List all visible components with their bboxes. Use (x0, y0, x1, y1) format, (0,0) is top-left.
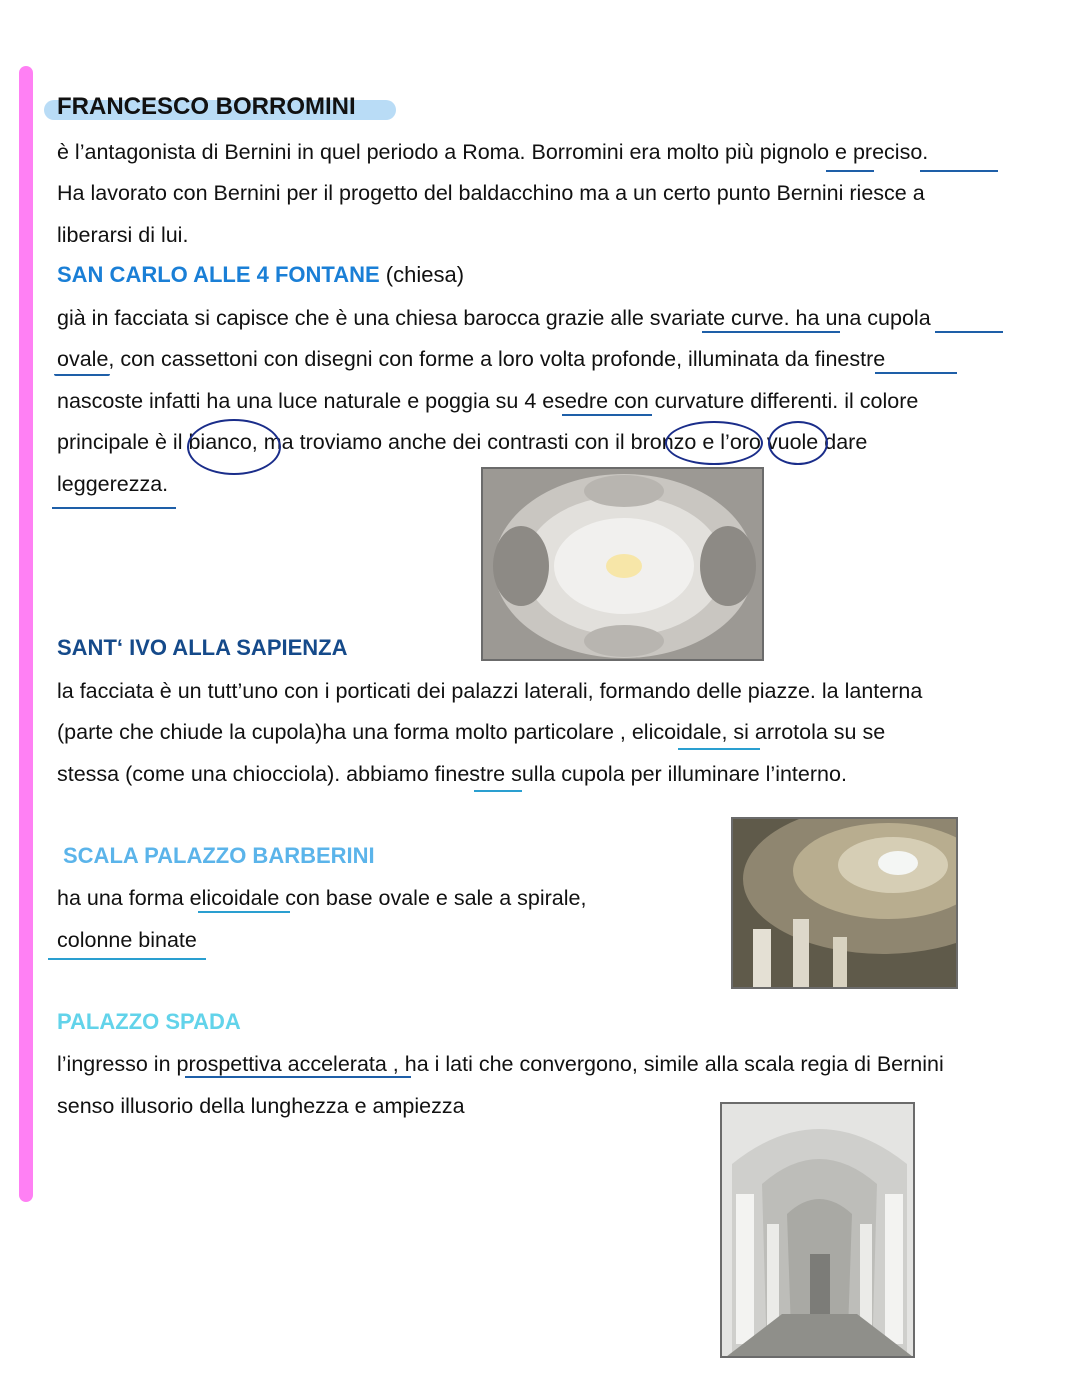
spada-line-2: senso illusorio della lunghezza e ampiezza (57, 1094, 465, 1118)
circle-bronzo (665, 421, 763, 465)
san-carlo-line-5: leggerezza. (57, 472, 169, 496)
underline-finestre-2 (474, 790, 522, 792)
intro-line-3: liberarsi di lui. (57, 223, 189, 247)
san-carlo-line-3: nascoste infatti ha una luce naturale e poggia su 4 esedre con curvature differenti. il colore (57, 389, 919, 413)
san-carlo-line-1: già in facciata si capisce che è una chiesa barocca grazie alle svariate curve. ha una cupola (57, 306, 931, 330)
dome-photo (481, 467, 764, 661)
colonnade-photo (720, 1102, 915, 1358)
san-carlo-line-2: ovale, con cassettoni con disegni con forme a loro volta profonde, illuminata da finestre (57, 347, 886, 371)
underline-elicoidale-1 (678, 748, 760, 750)
underline-preciso (920, 170, 998, 172)
stair-illustration (733, 819, 958, 989)
margin-bar (19, 66, 33, 1202)
dome-illustration (483, 469, 764, 661)
san-carlo-line-4: principale è il bianco, ma troviamo anche dei contrasti con il bronzo e l’oro vuole dare (57, 430, 868, 454)
barberini-line-1: ha una forma elicoidale con base ovale e sale a spirale, (57, 886, 587, 910)
sant-ivo-line-3: stessa (come una chiocciola). abbiamo finestre sulla cupola per illuminare l’interno. (57, 762, 847, 786)
barberini-line-2: colonne binate (57, 928, 197, 952)
intro-line-2: Ha lavorato con Bernini per il progetto del baldacchino ma a un certo punto Bernini riesce a (57, 181, 925, 205)
colonnade-illustration (722, 1104, 915, 1358)
underline-ovale (54, 374, 110, 376)
underline-prospettiva-accelerata (185, 1076, 411, 1078)
underline-4-esedre (562, 414, 652, 416)
spiral-stair-photo (731, 817, 958, 989)
underline-cupola (935, 331, 1003, 333)
heading-san-carlo (57, 262, 464, 288)
page-title: FRANCESCO BORROMINI (57, 93, 356, 120)
underline-pignolo (826, 170, 874, 172)
underline-leggerezza (52, 507, 176, 509)
underline-finestre (875, 372, 957, 374)
heading-sant-ivo: SANT‘ IVO ALLA SAPIENZA (57, 635, 348, 660)
spada-line-1: l’ingresso in prospettiva accelerata , ha i lati che convergono, simile alla scala regia di Bernini (57, 1052, 944, 1076)
circle-bianco (187, 419, 281, 475)
underline-colonne-binate (48, 958, 206, 960)
heading-san-carlo-text: SAN CARLO ALLE 4 FONTANE (57, 262, 380, 287)
intro-line-1: è l’antagonista di Bernini in quel periodo a Roma. Borromini era molto più pignolo e preciso. (57, 140, 929, 164)
sant-ivo-line-1: la facciata è un tutt’uno con i porticati dei palazzi laterali, formando delle piazze. la lanterna (57, 679, 923, 703)
underline-elicoidale-2 (198, 911, 290, 913)
sant-ivo-line-2: (parte che chiude la cupola)ha una forma molto particolare , elicoidale, si arrotola su se (57, 720, 886, 744)
heading-spada: PALAZZO SPADA (57, 1009, 241, 1034)
heading-san-carlo-subtitle: (chiesa) (385, 262, 465, 287)
underline-svariate-curve (702, 331, 840, 333)
circle-oro (768, 421, 828, 465)
heading-barberini: SCALA PALAZZO BARBERINI (63, 843, 375, 868)
